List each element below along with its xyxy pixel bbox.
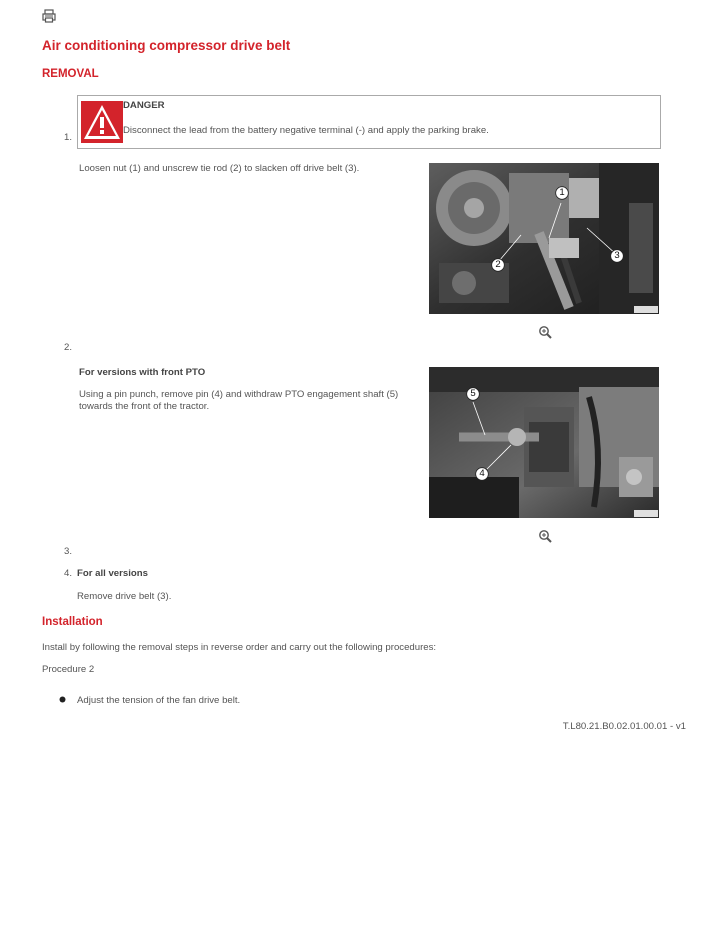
step-text: Using a pin punch, remove pin (4) and withdraw PTO engagement shaft (5): [79, 389, 399, 400]
step-text: towards the front of the tractor.: [79, 401, 210, 412]
callout-label: 5: [470, 388, 476, 399]
danger-label: DANGER: [123, 100, 165, 111]
step-number: 2.: [64, 342, 73, 353]
document-reference: T.L80.21.B0.02.01.00.01 - v1: [562, 721, 686, 732]
step-text: Remove drive belt (3).: [77, 591, 172, 602]
printer-icon[interactable]: [42, 9, 56, 23]
step-number: 3.: [64, 546, 73, 557]
removal-heading: REMOVAL: [42, 68, 99, 80]
step-text: Loosen nut (1) and unscrew tie rod (2) to slacken off drive belt (3).: [79, 163, 360, 174]
step-subheading: For versions with front PTO: [79, 367, 206, 378]
callout-label: 2: [495, 259, 501, 270]
callout-label: 1: [559, 187, 565, 198]
page-title: Air conditioning compressor drive belt: [42, 38, 291, 53]
danger-warning-icon: [81, 101, 123, 143]
callout-label: 4: [479, 468, 485, 479]
step-number: 4.: [64, 568, 73, 579]
installation-text: Install by following the removal steps in reverse order and carry out the following procedures:: [42, 642, 437, 653]
engine-photo-1: [429, 163, 659, 314]
installation-heading: Installation: [42, 616, 103, 628]
danger-box: [77, 95, 661, 149]
bullet-text: Adjust the tension of the fan drive belt.: [77, 695, 241, 706]
step-subheading: For all versions: [77, 568, 148, 579]
engine-photo-2: [429, 367, 659, 518]
step-number: 1.: [64, 132, 73, 143]
callout-label: 3: [614, 250, 620, 261]
bullet: [59, 696, 66, 703]
procedure-label: Procedure 2: [42, 664, 95, 675]
zoom-icon[interactable]: [538, 325, 552, 339]
danger-text: Disconnect the lead from the battery negative terminal (-) and apply the parking brake.: [123, 125, 489, 136]
zoom-icon[interactable]: [538, 529, 552, 543]
